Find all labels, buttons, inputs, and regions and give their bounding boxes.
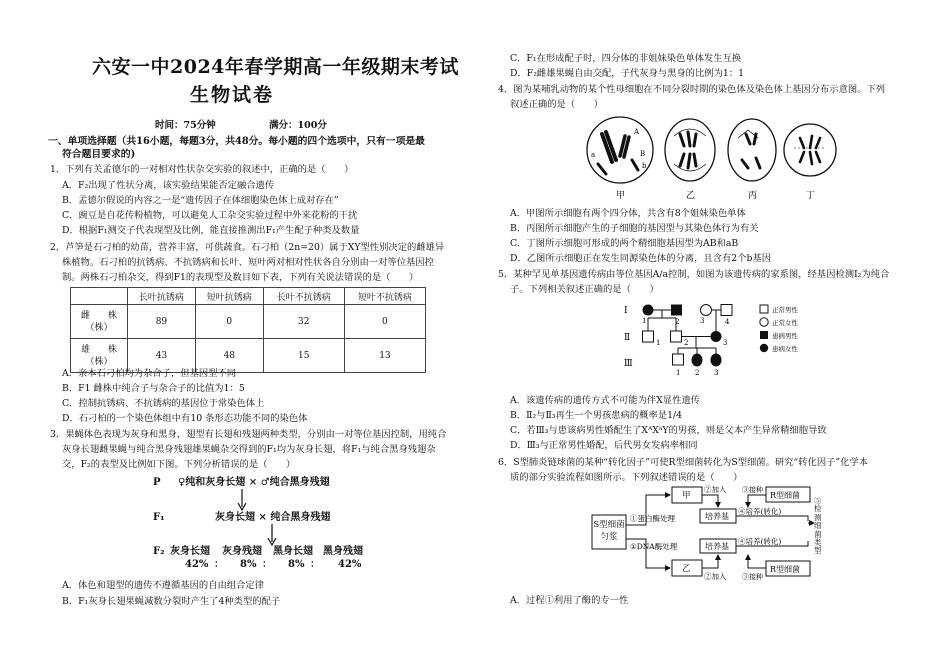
cell-label-yi: 乙 — [686, 191, 696, 201]
exam-score: 满分：100分 — [269, 120, 327, 131]
label-yi: 乙 — [682, 564, 691, 574]
q5-pedigree — [620, 296, 830, 378]
legend-affected-female: 患病女性 — [772, 345, 798, 353]
cell-label-jia: 甲 — [616, 191, 626, 201]
pedigree-iii1 — [673, 354, 684, 365]
q2-option-c: C．控制抗锈病、不抗锈病的基因位于常染色体上 — [62, 398, 265, 409]
cell-label-bing: 丙 — [748, 191, 758, 201]
legend-normal-male: 正常男性 — [772, 306, 798, 314]
q3-ratio-sep: ： — [214, 559, 224, 570]
q1-option-a: A．F₂出现了性状分离，该实验结果能否定融合遗传 — [62, 180, 275, 191]
q4-line2: 叙述正确的是（ ） — [510, 99, 603, 110]
exam-meta — [155, 117, 377, 131]
q5-option-b: B．Ⅱ₂与Ⅱ₃再生一个男孩患病的概率是1/4 — [510, 410, 683, 421]
pedigree-iii2 — [692, 354, 703, 367]
legend-normal-female: 正常女性 — [772, 319, 798, 327]
gen3-num-3: 3 — [714, 369, 719, 377]
cell-yi — [665, 119, 715, 181]
q1-option-c: C．豌豆是自花传粉植物，可以避免人工杂交实验过程中外来花粉的干扰 — [62, 210, 358, 221]
q3-f2-ratio-3: 8% — [288, 559, 305, 570]
table-cell: 43 — [128, 339, 196, 373]
q5-option-d: D．Ⅲ₃与正常男性婚配，后代男女发病率相同 — [510, 440, 698, 451]
q3-option-b: B．F₁灰身长翅果蝇减数分裂时产生了4种类型的配子 — [62, 596, 281, 607]
q2-option-a: A．亲本石刁柏均为杂合子，但基因型不同 — [62, 368, 237, 379]
gen-label-3: Ⅲ — [624, 359, 633, 369]
gene-label-b-lower: b — [642, 162, 647, 170]
legend-normal-female-icon — [760, 318, 768, 326]
gen3-num-2: 2 — [695, 369, 700, 377]
gen2-num-2: 2 — [684, 339, 689, 347]
q4-option-c: C．丁图所示细胞可形成的两个精细胞基因型为AB和aB — [510, 238, 739, 249]
cell-bing — [728, 119, 776, 181]
exam-title: 六安一中2024年春学期高一年级期末考试 — [92, 56, 459, 78]
q6-line1: 6．S型肺炎链球菌的某种“转化因子”可使R型细菌转化为S型细菌。研究“转化因子”化学本 — [498, 457, 869, 468]
table-cell: 0 — [195, 305, 263, 339]
q3-f2-type-4: 黑身残翅 — [323, 546, 363, 557]
q3-ratio-sep: ： — [262, 559, 272, 570]
q2-line3: 制。两株石刁柏杂交，得到F1的表现型及数目如下表，下列有关说法错误的是（ ） — [62, 272, 419, 283]
gene-label-a-upper: A — [634, 128, 640, 136]
q2-table — [70, 287, 426, 373]
gen1-num-3: 3 — [700, 317, 705, 325]
gen1-num-2: 2 — [675, 318, 680, 326]
q3-f2-type-3: 黑身长翅 — [273, 546, 313, 557]
q2-th-2: 短叶抗锈病 — [195, 288, 263, 305]
q2-option-b: B．F1 雌株中纯合子与杂合子的比值为1：5 — [62, 383, 245, 394]
q3-option-d: D．F₂雌雄果蝇自由交配，子代灰身与黑身的比例为1：1 — [510, 68, 744, 79]
pedigree-i2 — [671, 305, 682, 316]
enzyme-dnase: ①DNA酶处理 — [630, 542, 678, 551]
q2-th-3: 长叶不抗锈病 — [263, 288, 344, 305]
pedigree-i4 — [721, 305, 732, 316]
q3-p-label: P — [153, 477, 161, 488]
culture-2: ④培养(转化) — [738, 537, 782, 546]
q1-option-d: D．根据F₁测交子代表现型及比例，能直接推测出F₁产生配子种类及数量 — [62, 225, 360, 236]
q5-line2: 子。下列相关叙述正确的是（ ） — [510, 284, 659, 295]
cell-label-ding: 丁 — [806, 191, 816, 201]
legend-normal-male-icon — [760, 305, 768, 313]
legend-affected-male: 患病男性 — [772, 332, 798, 340]
q5-line1: 5．某种罕见单基因遗传病由等位基因A/a控制，如图为该遗传病的家系图，经基因检测I₂为纯合 — [498, 269, 890, 280]
culture-1: ④培养(转化) — [738, 507, 782, 516]
q4-option-d: D．乙图所示细胞正在发生同源染色体的分离，且含有2个b基因 — [510, 253, 772, 264]
q2-th-4: 短叶不抗锈病 — [344, 288, 425, 305]
q2-line1: 2．芦笋是石刁柏的幼苗，营养丰富，可供蔬食。石刁柏（2n=20）属于XY型性别决定的雌雄异 — [50, 242, 445, 253]
pedigree-i3 — [701, 305, 712, 316]
table-row — [71, 305, 426, 339]
pedigree-i1 — [643, 305, 654, 316]
gen1-num-1: 1 — [642, 317, 647, 325]
gen2-num-1: 1 — [656, 339, 661, 347]
enzyme-protease: ①蛋白酶处理 — [630, 514, 675, 523]
section1-line1: 一、单项选择题（共16小题，每题3分，共48分。每小题的四个选项中，只有一项是最 — [48, 136, 425, 147]
inoc-1: ③接种 — [742, 486, 763, 494]
pedigree-ii3 — [711, 331, 722, 342]
q3-f2-ratio-1: 42% — [185, 559, 209, 570]
legend-affected-male-icon — [760, 331, 768, 339]
q2-line2: 株植物。石刁柏的抗锈病、不抗锈病和长叶、短叶两对相对性状各自分别由一对等位基因控 — [62, 257, 434, 268]
q4-option-a: A．甲图所示细胞有两个四分体，共含有8个姐妹染色单体 — [510, 208, 746, 219]
medium-1: 培养基 — [705, 512, 729, 521]
add-2: ②加入 — [704, 572, 727, 581]
q6-option-a: A．过程①利用了酶的专一性 — [510, 595, 629, 606]
pedigree-ii1 — [643, 331, 654, 342]
q3-option-a: A．体色和翅型的遗传不遵循基因的自由组合定律 — [62, 580, 264, 591]
pedigree-legend — [760, 305, 799, 353]
table-cell: 13 — [344, 339, 425, 373]
q3-line3: 交，F₂的表型及比例如下图。下列分析错误的是（ ） — [62, 459, 296, 470]
q3-option-c: C．F₁在形成配子时，四分体的非姐妹染色单体发生互换 — [510, 53, 742, 64]
inoc-2: ③接种 — [742, 573, 763, 581]
q3-f2-ratio-4: 42% — [338, 559, 362, 570]
cell-ding — [784, 124, 836, 176]
exam-time: 时间：75分钟 — [155, 120, 216, 131]
q2-table-header — [71, 288, 426, 305]
section1-line2: 符合题目要求的) — [62, 149, 136, 160]
q5-option-a: A．该遗传病的遗传方式不可能为伴X显性遗传 — [510, 395, 700, 406]
q1-option-b: B．孟德尔假说的内容之一是“遗传因子在体细胞染色体上成对存在” — [62, 195, 339, 206]
q4-option-b: B．丙图所示细胞产生的子细胞的基因型与其染色体行为有关 — [510, 223, 759, 234]
q3-f1-label: F₁ — [153, 512, 165, 523]
add-1: ②加入 — [704, 485, 727, 494]
q3-f2-label: F₂ — [153, 546, 165, 557]
table-cell: 0 — [344, 305, 425, 339]
q3-f2-type-2: 灰身残翅 — [222, 546, 262, 557]
label-jia: 甲 — [682, 491, 691, 501]
q3-f2-ratio-2: 8% — [240, 559, 257, 570]
table-cell: 15 — [263, 339, 344, 373]
q5-option-c: C．若Ⅲ₃与患该病男性婚配生了XᴬXᵃY的男孩，则是父本产生异常精细胞导致 — [510, 425, 827, 436]
gen3-num-1: 1 — [676, 369, 681, 377]
q3-f2-type-1: 灰身长翅 — [170, 546, 210, 557]
r-strain-2: R型细菌 — [770, 565, 801, 574]
q3-line2: 灰身长翅雌果蝇与纯合黑身残翅雄果蝇杂交得到的F₁均为灰身长翅，将F₁与纯合黑身残翅杂 — [62, 444, 436, 455]
gen-label-2: Ⅱ — [624, 333, 631, 343]
q2-row-label: 雄 株 （株） — [71, 339, 128, 373]
table-cell: 32 — [263, 305, 344, 339]
gen1-num-4: 4 — [725, 318, 730, 326]
q3-arrow-2 — [265, 524, 279, 546]
medium-2: 培养基 — [705, 542, 729, 551]
table-cell: 89 — [128, 305, 196, 339]
q3-ratio-sep: ： — [310, 559, 320, 570]
cell-jia — [587, 117, 653, 183]
gene-label-a-lower: a — [591, 151, 596, 159]
gen-label-1: Ⅰ — [624, 306, 628, 316]
q2-row-label: 雌 株 （株） — [71, 305, 128, 339]
q6-line2: 质的部分实验流程如图所示。下列叙述错误的是（ ） — [510, 472, 743, 483]
q1-stem: 1．下列有关孟德尔的一对相对性状杂交实验的叙述中，正确的是（ ） — [50, 164, 354, 175]
pedigree-iii3 — [711, 354, 722, 367]
q4-line1: 4．图为某哺乳动物的某个性母细胞在不同分裂时期的染色体及染色体上基因分布示意图。下列 — [498, 84, 886, 95]
q3-arrow-1 — [235, 489, 249, 511]
table-cell: 48 — [195, 339, 263, 373]
gen2-num-3: 3 — [723, 339, 728, 347]
q3-f1-text: 灰身长翅 × 纯合黑身残翅 — [215, 512, 331, 523]
q2-th-1: 长叶抗锈病 — [128, 288, 196, 305]
r-strain-1: R型细菌 — [770, 491, 801, 500]
exam-subtitle: 生物试卷 — [190, 84, 275, 106]
s-strain-label: S型细菌匀浆 — [593, 520, 625, 542]
legend-affected-female-icon — [760, 344, 768, 352]
pedigree-ii2 — [671, 331, 682, 342]
q2-th-0 — [71, 288, 128, 305]
q3-p-text: ♀纯和灰身长翅 × ♂纯合黑身残翅 — [178, 477, 330, 488]
detect-label: ⑤检测细菌类型 — [814, 497, 822, 556]
q6-flow-diagram — [588, 483, 833, 583]
q3-line1: 3．果蝇体色表现为灰身和黑身，翅型有长翅和残翅两种类型，分别由一对等位基因控制，用纯合 — [50, 429, 447, 440]
gene-label-b-upper: B — [640, 150, 646, 158]
q4-cell-diagram — [580, 112, 840, 202]
q2-option-d: D．石刁柏的一个染色体组中有10 条形态功能不同的染色体 — [62, 413, 308, 424]
